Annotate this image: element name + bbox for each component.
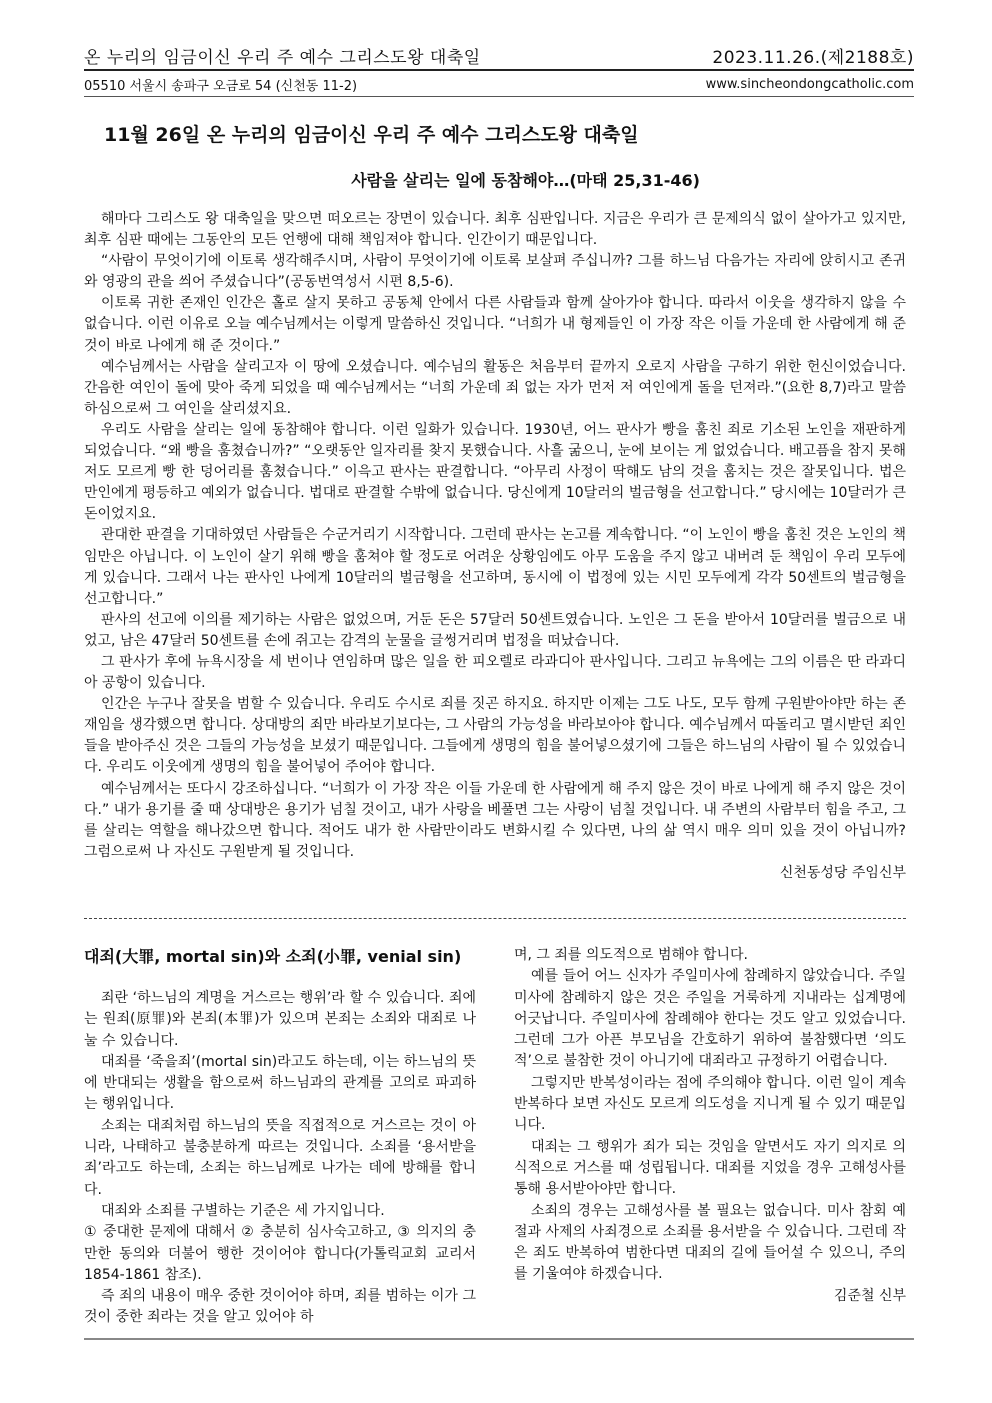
- sermon-paragraph: 이토록 귀한 존재인 인간은 홀로 살지 못하고 공동체 안에서 다른 사람들과 함께 살아가야 합니다. 따라서 이웃을 생각하지 않을 수 없습니다. 이런 이유로 오늘 예수님께서는 이렇게 말씀하신 것입니다. “너희가 내 형제들인 이 가장 작은 이들 가운데 한 사람에게 해 준 것이 바로 나에게 해 준 것이다.”: [84, 295, 906, 354]
- sermon-paragraph: 관대한 판결을 기대하였던 사람들은 수군거리기 시작합니다. 그런데 판사는 논고를 계속합니다. “이 노인이 빵을 훔친 것은 노인의 책임만은 아닙니다. 이 노인이 살기 위해 빵을 훔쳐야 할 정도로 어려운 상황임에도 아무 도움을 주지 않고 내버려 둔 책임이 우리 모두에게 있습니다. 그래서 나는 판사인 나에게 10달러의 벌금형을 선고하며, 동시에 이 법정에 있는 시민 모두에게 각각 50센트의 벌금형을 선고합니다.”: [84, 527, 906, 607]
- column-paragraph: 즉 죄의 내용이 매우 중한 것이어야 하며, 죄를 범하는 이가 그것이 중한 죄라는 것을 알고 있어야 하: [84, 1288, 476, 1326]
- sermon-author: 신천동성당 주임신부: [779, 864, 906, 881]
- column-left: [84, 988, 476, 1329]
- column-title: 대죄(大罪, mortal sin)와 소죄(小罪, venial sin): [84, 947, 462, 966]
- bulletin-title: 온 누리의 임금이신 우리 주 예수 그리스도왕 대축일: [84, 48, 481, 68]
- bulletin-header: [84, 42, 914, 68]
- column-paragraph: ① 중대한 문제에 대해서 ② 충분히 심사숙고하고, ③ 의지의 충만한 동의와 더불어 행한 것이어야 합니다(가톨릭교회 교리서 1854-1861 참조).: [84, 1224, 476, 1283]
- column-paragraph: 대죄는 그 행위가 죄가 되는 것임을 알면서도 자기 의지로 의식적으로 거스를 때 성립됩니다. 대죄를 지었을 경우 고해성사를 통해 용서받아야만 합니다.: [514, 1138, 906, 1198]
- column-paragraph: 며, 그 죄를 의도적으로 범해야 합니다.: [514, 947, 749, 963]
- header-divider: [84, 69, 914, 71]
- sermon-paragraph: 예수님께서는 또다시 강조하십니다. “너희가 이 가장 작은 이들 가운데 한 사람에게 해 주지 않은 것이 바로 나에게 해 주지 않은 것이다.” 내가 용기를 줄 때 상대방은 용기가 넘칠 것이고, 내가 사랑을 베풀면 그는 사랑이 넘칠 것입니다. 내 주변의 사람부터 힘을 주고, 그를 살리는 역할을 해나갔으면 합니다. 적어도 내가 한 사람만이라도 변화시킬 수 있다면, 나의 삶 역시 매우 의미 있을 것이 아닙니까? 그럼으로써 나 자신도 구원받게 될 것입니다.: [84, 780, 906, 860]
- sermon-body: [84, 209, 906, 884]
- sermon-paragraph: 판사의 선고에 이의를 제기하는 사람은 없었으며, 거둔 돈은 57달러 50센트였습니다. 노인은 그 돈을 받아서 10달러를 벌금으로 내었고, 남은 47달러 50센트를 손에 쥐고는 감격의 눈물을 글썽거리며 법정을 떠났습니다.: [84, 611, 906, 649]
- issue-date: 2023.11.26.(제2188호): [712, 48, 914, 68]
- section-separator: [84, 918, 906, 919]
- column-paragraph: 대죄와 소죄를 구별하는 기준은 세 가지입니다.: [101, 1202, 385, 1219]
- sermon-paragraph: 예수님께서는 사람을 살리고자 이 땅에 오셨습니다. 예수님의 활동은 처음부터 끝까지 오로지 사람을 구하기 위한 헌신이었습니다. 간음한 여인이 돌에 맞아 죽게 되었을 때 예수님께서는 “너희 가운데 죄 없는 자가 먼저 저 여인에게 돌을 던져라.”(요한 8,7)라고 말씀하심으로써 그 여인을 살리셨지요.: [84, 358, 906, 417]
- sermon-paragraph: 해마다 그리스도 왕 대축일을 맞으면 떠오르는 장면이 있습니다. 최후 심판입니다. 지금은 우리가 큰 문제의식 없이 살아가고 있지만, 최후 심판 때에는 그동안의 모든 언행에 대해 책임져야 합니다. 인간이기 때문입니다.: [84, 211, 906, 249]
- article-title: 11월 26일 온 누리의 임금이신 우리 주 예수 그리스도왕 대축일: [104, 124, 639, 146]
- article-subtitle: 사람을 살리는 일에 동참해야…(마태 25,31-46): [351, 171, 700, 190]
- column-author: 김준철 신부: [833, 1287, 906, 1304]
- church-address: 05510 서울시 송파구 오금로 54 (신천동 11-2): [84, 78, 358, 94]
- address-bar: [84, 74, 914, 94]
- website-link[interactable]: www.sincheondongcatholic.com: [705, 76, 914, 92]
- footer-divider: [84, 1338, 914, 1340]
- sermon-paragraph: 우리도 사람을 살리는 일에 동참해야 합니다. 이런 일화가 있습니다. 1930년, 어느 판사가 빵을 훔친 죄로 기소된 노인을 재판하게 되었습니다. “왜 빵을 훔쳤습니까?” “오랫동안 일자리를 찾지 못했습니다. 사흘 굶으니, 눈에 보이는 게 없었습니다. 배고픔을 참지 못해 저도 모르게 빵 한 덩어리를 훔쳤습니다.” 이윽고 판사는 판결합니다. “아무리 사정이 딱해도 남의 것을 훔치는 것은 잘못입니다. 법은 만인에게 평등하고 예외가 없습니다. 법대로 판결할 수밖에 없습니다. 당신에게 10달러의 벌금형을 선고합니다.” 당시에는 10달러가 큰돈이었지요.: [84, 421, 906, 523]
- sermon-paragraph: 그 판사가 후에 뉴욕시장을 세 번이나 연임하며 많은 일을 한 피오렐로 라과디아 판사입니다. 그리고 뉴욕에는 그의 이름은 딴 라과디아 공항이 있습니다.: [84, 653, 906, 692]
- sermon-paragraph: 인간은 누구나 잘못을 범할 수 있습니다. 우리도 수시로 죄를 짓곤 하지요. 하지만 이제는 그도 나도, 모두 함께 구원받아야만 하는 존재임을 생각했으면 합니다. 상대방의 죄만 바라보기보다는, 그 사람의 가능성을 바라보아야 합니다. 예수님께서 따돌리고 멸시받던 죄인들을 받아주신 것은 그들의 가능성을 보셨기 때문입니다. 그들에게 생명의 힘을 불어넣으셨기에 그들은 하느님의 사람이 될 수 있었습니다. 우리도 이웃에게 생명의 힘을 불어넣어 주어야 합니다.: [84, 696, 906, 776]
- sermon-paragraph: “사람이 무엇이기에 이토록 생각해주시며, 사람이 무엇이기에 이토록 보살펴 주십니까? 그를 하느님 다음가는 자리에 앉히시고 존귀와 영광의 관을 씌어 주셨습니다”(공동번역성서 시편 8,5-6).: [84, 253, 906, 291]
- column-paragraph: 소죄는 대죄처럼 하느님의 뜻을 직접적으로 거스르는 것이 아니라, 나태하고 불충분하게 따르는 것입니다. 소죄를 ‘용서받을 죄’라고도 하는데, 소죄는 하느님께로 나가는 데에 방해를 합니다.: [84, 1117, 476, 1198]
- column-paragraph: 예를 들어 어느 신자가 주일미사에 참례하지 않았습니다. 주일미사에 참례하지 않은 것은 주일을 거룩하게 지내라는 십계명에 어긋납니다. 주일미사에 참례해야 한다는 것도 알고 있었습니다. 그런데 그가 아픈 부모님을 간호하기 위하여 불참했다면 ‘의도적’으로 불참한 것이 아니기에 대죄라고 규정하기 어렵습니다.: [514, 968, 906, 1070]
- column-paragraph: 소죄의 경우는 고해성사를 볼 필요는 없습니다. 미사 참회 예절과 사제의 사죄경으로 소죄를 용서받을 수 있습니다. 그런데 작은 죄도 반복하여 범한다면 대죄의 길에 들어설 수 있으니, 주의를 기울여야 하겠습니다.: [514, 1202, 906, 1283]
- column-paragraph: 죄란 ‘하느님의 계명을 거스르는 행위’라 할 수 있습니다. 죄에는 원죄(原罪)와 본죄(本罪)가 있으며 본죄는 소죄와 대죄로 나눌 수 있습니다.: [84, 990, 476, 1049]
- address-divider: [84, 96, 914, 97]
- column-right: [514, 945, 906, 1307]
- column-paragraph: 그렇지만 반복성이라는 점에 주의해야 합니다. 이런 일이 계속 반복하다 보면 자신도 모르게 의도성을 지니게 될 수 있기 때문입니다.: [514, 1074, 906, 1134]
- column-paragraph: 대죄를 ‘죽을죄’(mortal sin)라고도 하는데, 이는 하느님의 뜻에 반대되는 생활을 함으로써 하느님과의 관계를 고의로 파괴하는 행위입니다.: [84, 1053, 476, 1113]
